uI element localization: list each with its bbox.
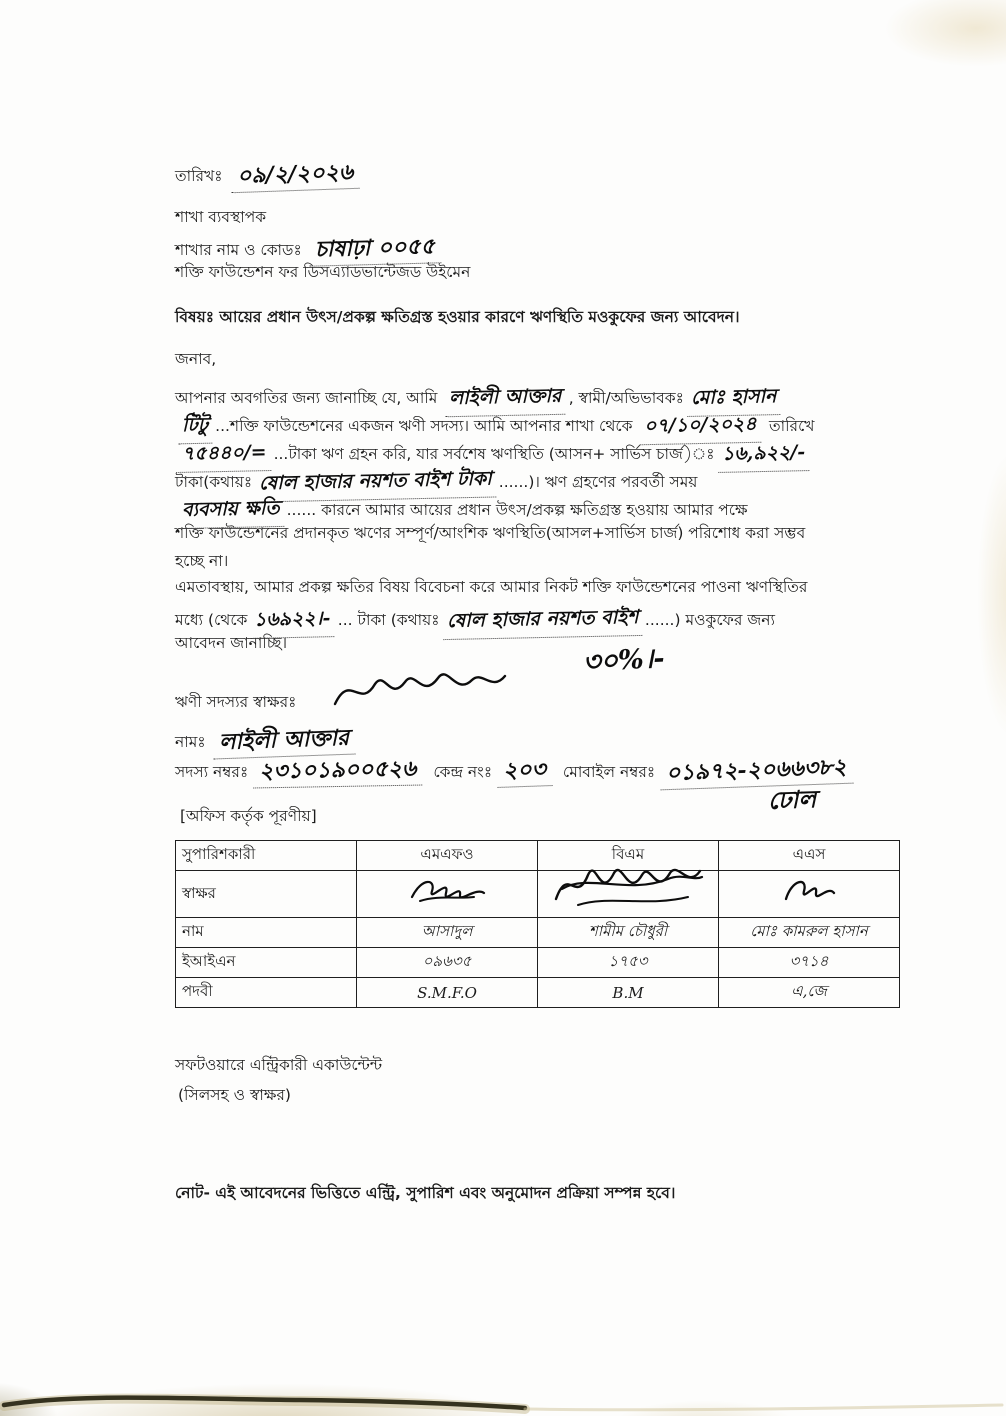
printed-text: ...... কারনে আমার আয়ের প্রধান উৎস/প্রকল্প ক্ষতিগ্রস্ত হওয়ায় আমার পক্ষে xyxy=(286,501,748,519)
page-edge-shadow xyxy=(0,1380,1006,1416)
row-label-name: নাম xyxy=(176,918,357,948)
accountant-label: সফটওয়ারে এন্ট্রিকারী একাউন্টেন্ট xyxy=(175,1056,383,1074)
percent-handwritten-note: ৩০%।- xyxy=(582,642,666,679)
handwritten-fill: মোঃ হাসান xyxy=(687,382,781,417)
member-name-line xyxy=(175,726,355,757)
office-approval-table xyxy=(175,840,900,1008)
col-header-mfo: এমএফও xyxy=(357,841,538,871)
printed-text: আপনার অবগতির জন্য জানাচ্ছি যে, আমি xyxy=(175,389,443,407)
mobile-label: মোবাইল নম্বরঃ xyxy=(562,763,656,781)
table-header-row xyxy=(176,841,900,871)
body-line xyxy=(175,551,814,579)
body-line xyxy=(175,577,807,605)
branch-handwritten: চাষাঢ়া ০০৫৫ xyxy=(308,232,441,266)
as-name-handwritten: মোঃ কামরুল হাসান xyxy=(719,918,900,948)
printed-text: ...শক্তি ফাউন্ডেশনের একজন ঋণী সদস্য। আমি আপনার শাখা থেকে xyxy=(215,417,638,435)
printed-text: মধ্যে (থেকে xyxy=(175,611,248,629)
mobile-handwritten: ০১৯৭২-২০৬৬৩৮২ xyxy=(660,753,854,790)
bm-signature xyxy=(548,855,708,913)
mfo-name-handwritten: আসাদুল xyxy=(357,918,538,948)
printed-text: তারিখে xyxy=(764,417,815,435)
handwritten-fill: টিটু xyxy=(178,411,213,445)
mfo-signature xyxy=(402,873,492,911)
body-paragraph-1 xyxy=(175,383,814,579)
date-line xyxy=(175,160,360,191)
row-label-signature: স্বাক্ষর xyxy=(176,871,357,918)
bm-name-handwritten: শামীম চৌধুরী xyxy=(538,918,719,948)
table-row-designation xyxy=(176,978,900,1008)
subject-line: বিষয়ঃ আয়ের প্রধান উৎস/প্রকল্প ক্ষতিগ্রস্ত হওয়ার কারণে ঋণস্থিতি মওকুফের জন্য আবেদন। xyxy=(175,308,740,326)
mfo-designation-handwritten: S.M.F.O xyxy=(357,978,538,1008)
handwritten-fill: ষোল হাজার নয়শত বাইশ xyxy=(442,603,642,640)
member-no-handwritten: ২৩১০১৯০০৫২৬ xyxy=(253,755,423,789)
col-header-bm: বিএম xyxy=(538,841,719,871)
as-designation-handwritten: এ,জে xyxy=(719,978,900,1008)
date-handwritten: ০৯/২/২০২৬ xyxy=(231,158,360,193)
body-line xyxy=(175,439,814,467)
body-line xyxy=(175,495,814,523)
body-paragraph-2 xyxy=(175,577,807,661)
body-line xyxy=(175,523,814,551)
body-line xyxy=(175,605,807,633)
branch-line xyxy=(175,234,441,265)
bm-designation-handwritten: B.M xyxy=(538,978,719,1008)
org-name: শক্তি ফাউন্ডেশন ফর ডিসএ্যাডভান্টেজড উইমেন xyxy=(175,263,471,281)
member-no-label: সদস্য নম্বরঃ xyxy=(175,763,249,781)
center-no-label: কেন্দ্র নংঃ xyxy=(433,763,493,781)
printed-text: হচ্ছে না। xyxy=(175,552,229,570)
branch-label: শাখার নাম ও কোডঃ xyxy=(175,241,302,259)
member-number-line xyxy=(175,753,853,787)
handwritten-fill: ১৬৯২২।- xyxy=(250,604,335,639)
handwritten-fill: ব্যবসায় ক্ষতি xyxy=(178,494,284,529)
table-row-ein xyxy=(176,948,900,978)
mfo-ein-handwritten: ০৯৬৩৫ xyxy=(357,948,538,978)
addressee: শাখা ব্যবস্থাপক xyxy=(175,208,267,226)
col-header-as: এএস xyxy=(719,841,900,871)
row-label-designation: পদবী xyxy=(176,978,357,1008)
office-section-title: [অফিস কর্তৃক পূরণীয়] xyxy=(180,807,317,825)
handwritten-fill: লাইলী আক্তার xyxy=(445,382,566,418)
handwritten-fill: ১৬,৯২২/- xyxy=(717,438,809,473)
body-line xyxy=(175,383,814,411)
accountant-sublabel: (সিলসহ ও স্বাক্ষর) xyxy=(178,1086,291,1104)
printed-text: , স্বামী/অভিভাবকঃ xyxy=(568,389,684,407)
bm-ein-handwritten: ১৭৫৩ xyxy=(538,948,719,978)
member-name-handwritten: লাইলী আক্তার xyxy=(212,724,355,760)
printed-text: টাকা(কথায়ঃ xyxy=(175,473,253,491)
printed-text: ...টাকা ঋণ গ্রহন করি, যার সর্বশেষ ঋণস্থিতি (আসন+ সার্ভিস চার্জ)ঃ xyxy=(273,445,715,463)
as-signature xyxy=(774,871,844,911)
salutation: জনাব, xyxy=(175,350,217,368)
center-no-handwritten: ২০৩ xyxy=(497,755,553,787)
printed-text: ... টাকা (কথায়ঃ xyxy=(337,611,440,629)
table-row-name xyxy=(176,918,900,948)
printed-text: এমতাবস্থায়, আমার প্রকল্প ক্ষতির বিষয় বিবেচনা করে আমার নিকট শক্তি ফাউন্ডেশনের পাওনা ঋণস্থিতির xyxy=(175,578,808,596)
handwritten-fill: ৭৫৪৪০/= xyxy=(178,438,271,473)
table-row-signature xyxy=(176,871,900,918)
handwritten-fill: ষোল হাজার নয়শত বাইশ টাকা xyxy=(255,464,496,502)
handwritten-fill: ০৭/১০/২০২৪ xyxy=(640,410,761,446)
as-ein-handwritten: ৩৭১৪ xyxy=(719,948,900,978)
printed-text: ......) মওকুফের জন্য xyxy=(644,611,775,629)
extra-handwritten-word: ঢোল xyxy=(767,784,817,815)
member-signature xyxy=(330,662,510,717)
date-label: তারিখঃ xyxy=(175,167,223,185)
printed-text: শক্তি ফাউন্ডেশনের প্রদানকৃত ঋণের সম্পূর্ণ/আংশিক ঋণস্থিতি(আসল+সার্ভিস চার্জ) পরিশোধ করা সম্ভব xyxy=(175,524,806,542)
member-sign-label: ঋণী সদস্যর স্বাক্ষরঃ xyxy=(175,693,297,711)
row-label-ein: ইআইএন xyxy=(176,948,357,978)
member-name-label: নামঃ xyxy=(175,733,206,751)
col-header-recommender: সুপারিশকারী xyxy=(176,841,357,871)
note-line: নোট- এই আবেদনের ভিত্তিতে এন্ট্রি, সুপারিশ এবং অনুমোদন প্রক্রিয়া সম্পন্ন হবে। xyxy=(175,1184,676,1202)
printed-text: ......)। ঋণ গ্রহণের পরবর্তী সময় xyxy=(498,473,698,491)
printed-text: আবেদন জানাচ্ছি। xyxy=(175,634,288,652)
